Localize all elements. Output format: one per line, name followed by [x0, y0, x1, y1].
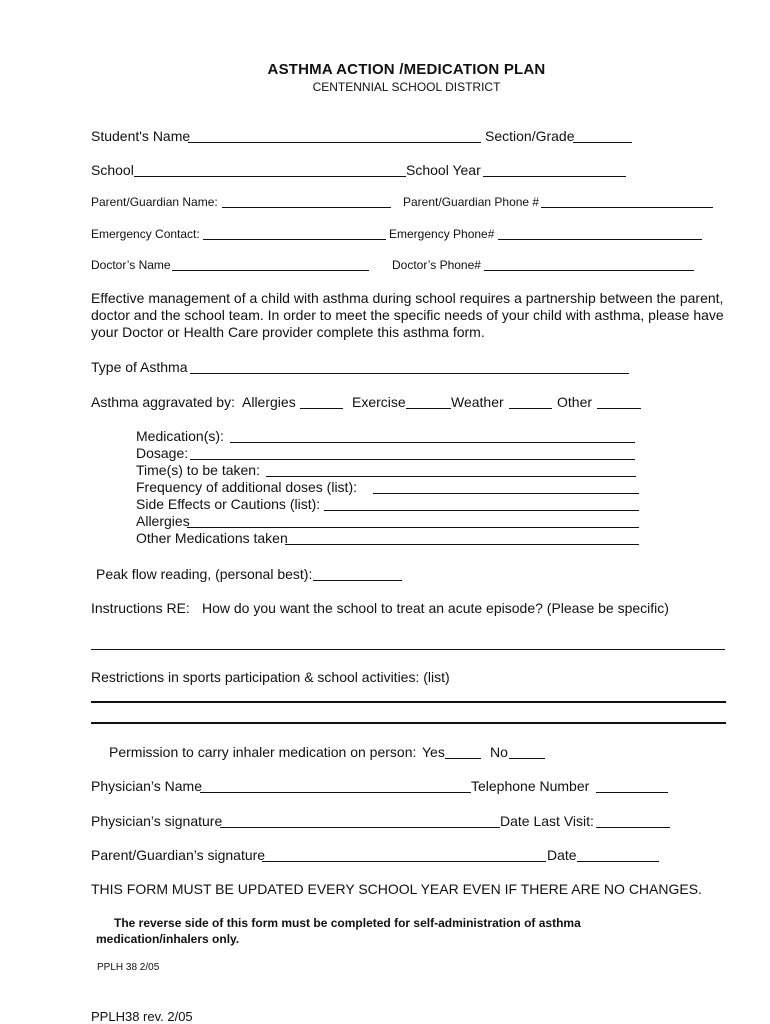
form-title: ASTHMA ACTION /MEDICATION PLAN — [267, 61, 546, 78]
weather-option-label: Weather — [451, 394, 504, 410]
parent-signature-field[interactable] — [262, 861, 546, 862]
permission-no-label: No — [490, 744, 508, 760]
restrictions-field-1[interactable] — [91, 701, 726, 703]
frequency-label: Frequency of additional doses (list): — [136, 479, 357, 495]
school-label: School — [91, 162, 134, 178]
physicians-name-label: Physician’s Name — [91, 778, 203, 794]
times-label: Time(s) to be taken: — [136, 462, 260, 478]
frequency-field[interactable] — [373, 493, 639, 494]
doctors-name-field[interactable] — [172, 270, 369, 271]
times-field[interactable] — [266, 476, 636, 477]
date-field[interactable] — [577, 861, 659, 862]
school-field[interactable] — [134, 176, 406, 177]
form-code: PPLH 38 2/05 — [97, 962, 160, 973]
parent-guardian-phone-field[interactable] — [541, 207, 713, 208]
emergency-phone-label: Emergency Phone# — [389, 227, 495, 241]
instructions-field[interactable] — [91, 649, 725, 650]
emergency-contact-label: Emergency Contact: — [91, 227, 200, 241]
other-option-label: Other — [557, 394, 593, 410]
date-label: Date — [547, 847, 577, 863]
allergies-option-field[interactable] — [300, 408, 343, 409]
parent-signature-label: Parent/Guardian’s signature — [91, 847, 266, 863]
dosage-field[interactable] — [190, 459, 635, 460]
exercise-option-field[interactable] — [406, 408, 451, 409]
emergency-contact-field[interactable] — [203, 239, 386, 240]
students-name-field[interactable] — [188, 142, 481, 143]
type-of-asthma-field[interactable] — [190, 373, 629, 374]
section-grade-field[interactable] — [573, 142, 632, 143]
other-medications-label: Other Medications taken — [136, 530, 288, 546]
telephone-number-field[interactable] — [596, 792, 668, 793]
permission-yes-field[interactable] — [445, 758, 481, 759]
emergency-phone-field[interactable] — [498, 239, 702, 240]
med-allergies-label: Allergies — [136, 513, 190, 529]
date-last-visit-label: Date Last Visit: — [500, 813, 594, 829]
doctors-phone-label: Doctor’s Phone# — [392, 258, 481, 272]
telephone-number-label: Telephone Number — [471, 778, 590, 794]
school-year-label: School Year — [406, 162, 481, 178]
parent-guardian-name-label: Parent/Guardian Name: — [91, 195, 218, 209]
section-grade-label: Section/Grade — [485, 128, 575, 144]
dosage-label: Dosage: — [136, 445, 189, 461]
intro-paragraph: Effective management of a child with asthma during school requires a partnership between the parent, doctor and the school team. In order to meet the specific needs of your child with asthma, please have your Doctor or Health Care provider complete this asthma form. — [91, 290, 724, 340]
weather-option-field[interactable] — [509, 408, 552, 409]
reverse-side-note: The reverse side of this form must be completed for self-administration of asthma medication/inhalers only. — [96, 916, 581, 946]
allergies-option-label: Allergies — [242, 394, 296, 410]
physicians-signature-label: Physician’s signature — [91, 813, 223, 829]
update-notice: THIS FORM MUST BE UPDATED EVERY SCHOOL YEAR EVEN IF THERE ARE NO CHANGES. — [91, 881, 702, 897]
instructions-question: How do you want the school to treat an acute episode? (Please be specific) — [202, 600, 669, 616]
footer-code: PPLH38 rev. 2/05 — [91, 1009, 193, 1024]
medications-label: Medication(s): — [136, 428, 224, 444]
restrictions-label: Restrictions in sports participation & school activities: (list) — [91, 669, 450, 685]
doctors-phone-field[interactable] — [484, 270, 694, 271]
type-of-asthma-label: Type of Asthma — [91, 359, 188, 375]
permission-label: Permission to carry inhaler medication on person: — [109, 744, 417, 760]
other-option-field[interactable] — [597, 408, 641, 409]
permission-no-field[interactable] — [509, 758, 545, 759]
date-last-visit-field[interactable] — [596, 827, 670, 828]
instructions-label: Instructions RE: — [91, 600, 190, 616]
other-medications-field[interactable] — [285, 544, 639, 545]
district-name: CENTENNIAL SCHOOL DISTRICT — [312, 80, 501, 94]
med-allergies-field[interactable] — [187, 527, 639, 528]
peak-flow-label: Peak flow reading, (personal best): — [96, 566, 313, 582]
parent-guardian-name-field[interactable] — [222, 207, 391, 208]
side-effects-field[interactable] — [324, 510, 639, 511]
exercise-option-label: Exercise — [352, 394, 406, 410]
students-name-label: Student's Name — [91, 128, 191, 144]
doctors-name-label: Doctor’s Name — [91, 258, 171, 272]
peak-flow-field[interactable] — [313, 580, 402, 581]
physicians-name-field[interactable] — [200, 792, 471, 793]
aggravated-by-label: Asthma aggravated by: — [91, 394, 235, 410]
school-year-field[interactable] — [483, 176, 626, 177]
medications-field[interactable] — [230, 442, 635, 443]
restrictions-field-2[interactable] — [91, 722, 726, 724]
parent-guardian-phone-label: Parent/Guardian Phone # — [403, 195, 540, 209]
permission-yes-label: Yes — [422, 744, 445, 760]
physicians-signature-field[interactable] — [220, 827, 500, 828]
side-effects-label: Side Effects or Cautions (list): — [136, 496, 321, 512]
